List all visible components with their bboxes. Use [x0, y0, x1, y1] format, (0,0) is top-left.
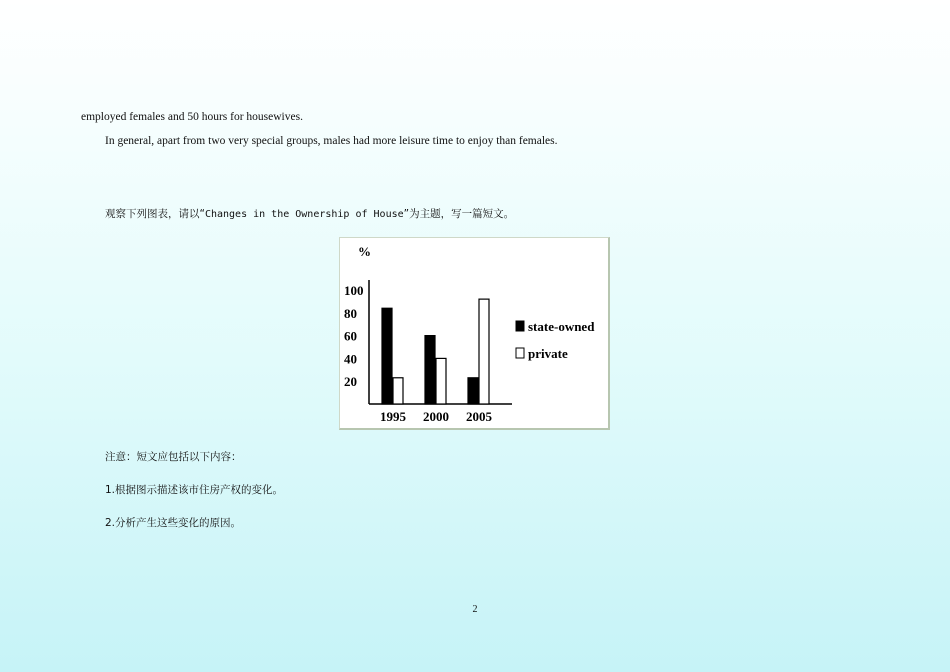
y-tick-label: 20 — [344, 374, 357, 390]
x-tick-label: 2005 — [466, 409, 492, 424]
y-tick-label: 80 — [344, 305, 357, 321]
y-tick-label: 60 — [344, 328, 357, 344]
prompt-title: Changes in the Ownership of House — [204, 209, 404, 220]
writing-prompt — [105, 207, 514, 222]
x-tick-label: 1995 — [380, 409, 406, 424]
prompt-prefix: 观察下列图表，请以“ — [105, 208, 205, 220]
bar-private-1995 — [393, 378, 403, 404]
legend-label-state-owned: state-owned — [528, 319, 595, 334]
note-item-2: 2.分析产生这些变化的原因。 — [105, 517, 242, 529]
y-tick-label: 40 — [344, 351, 357, 367]
bar-state-owned-1995 — [382, 308, 392, 404]
paragraph-conclusion: In general, apart from two very special groups, males had more leisure time to enjoy than females. — [105, 135, 558, 147]
note-item-1: 1.根据图示描述该市住房产权的变化。 — [105, 484, 284, 496]
bar-state-owned-2005 — [468, 378, 478, 404]
legend-swatch-private — [516, 348, 524, 358]
x-tick-label: 2000 — [423, 409, 449, 424]
y-tick-label: 100 — [344, 283, 364, 298]
prompt-suffix: ”为主题，写一篇短文。 — [403, 208, 515, 220]
bar-chart-figure — [339, 237, 610, 430]
bar-chart — [340, 238, 611, 431]
legend-label-private: private — [528, 346, 568, 361]
paragraph-tail: employed females and 50 hours for housewives. — [81, 111, 303, 123]
bar-private-2005 — [479, 299, 489, 404]
bar-private-2000 — [436, 358, 446, 404]
note-heading: 注意：短文应包括以下内容： — [105, 451, 242, 463]
page-number: 2 — [472, 604, 478, 615]
legend-swatch-state-owned — [516, 321, 524, 331]
bar-state-owned-2000 — [425, 336, 435, 404]
y-axis-label: % — [358, 244, 371, 259]
